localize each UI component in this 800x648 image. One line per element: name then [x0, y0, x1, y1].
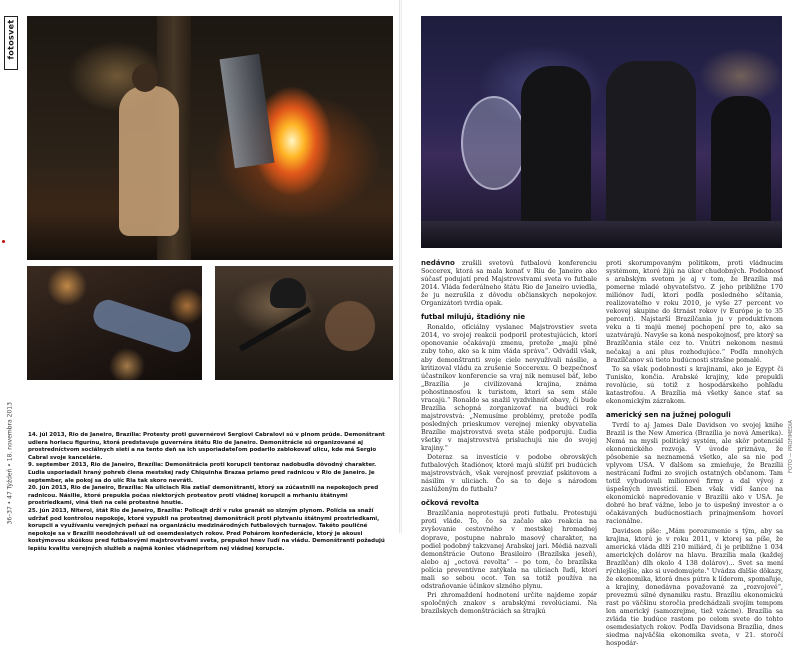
- photo-credit: [786, 300, 796, 480]
- effigy-shape: [220, 54, 275, 168]
- protester-arm: [325, 301, 375, 351]
- body-paragraph: Davidson píše: „Mám porozumenie s tým, aby sa krajina, ktorú je v roku 2011, v ktorej sa píše, že americká vláda dlží 210 miliárd, či je približne 1 034 amerických dolárov na hlavu. Brazília mala (každej Brazílčan) dlh okolo 4 138 dolárov)... Svet sa mení rýchlejšie, ako si uvedomujete.“ Uvádza ďalšie dôkazy, že ekonomika, ktorá dnes pútra k líderom, spomaľuje, a krajiny, donedávna považované za „rozvojové“, prevezmú silné dynamiku rastu. Brazíliu ekonomickú rast po väčšinu storočia predchádzali svojím tempom len americký (samozrejme, tiež vzácne). Brazília sa zvláda tie budúce rastom po celom svete do tohto osemdesiatych rokov. Podľa Davidsona Brazília, dnes siedma najväčšia ekonomika sveta, v 21. storočí hospodár-: [606, 526, 783, 648]
- lead-word: nedávno: [421, 259, 455, 267]
- section-subheading: očková revolta: [421, 499, 479, 508]
- caption-2: 9. september 2013, Rio de Janeiro, Brazília: Demonštrácia proti korupcii tentoraz nadobudla dôvodný charakter. Ľudia usporiadali hraný pohreb člena mestskej rady Chiquinha Brazaa priamo pred radnicou v Rio de Janeiro. Je september, ale pokoj sa do ulíc Ria tak skoro nevráti.: [28, 462, 377, 484]
- body-paragraph: Doteraz sa investície v podobe obrovských futbalových štadiónov, ktoré majú slúžiť pri budúcich majstrovstvách, však verejnosť prevziať pskitovom a násilím v uliciach. Čo sa to deje s národom zaslúženým do futbalu?: [421, 453, 597, 494]
- photo-captions: [28, 432, 393, 554]
- police-helmet: [270, 278, 306, 308]
- protester-figure: [119, 86, 179, 236]
- photo-police-crowd: [215, 266, 393, 380]
- photo-riot-police: [421, 16, 782, 248]
- spine-gutter: [399, 0, 402, 533]
- photo-mock-funeral: [27, 266, 202, 380]
- caption-4: 25. jún 2013, Niteroi, štát Rio de Janeiro, Brazília: Policajt drží v ruke granát so slzným plynom. Polícia sa snaží udržať pod kontrolou nepokoje, ktoré vypukli na protestnej demonštrácii proti plytvaniu štátnymi prostriedkami, korupcii a využívaniu verejných peňazí na organizáciu medzinárodných futbalových turnajov. Takéto pouličné nepokoje sa v Brazílii neodohrávali už od osemdesiatych rokov. Pred Pohárom konfederácie, ktorý je akousi kostýmovou skúškou pred futbalovými majstrovstvami sveta, prepukol hnev ľudí na vládu. Demonštranti požadujú lepšiu kvalitu verejných služieb a najmä koniec vládneprítom nej vládnej korupcie.: [28, 507, 385, 552]
- body-paragraph: Tvrdí to aj James Dale Davidson vo svojej knihe Brazil is the New America (Brazília je nová Amerika). Nemá na mysli politický systém, ale skôr potenciál ekonomického rozvoja. V úvode priznáva, že pôsobenie sa neznamená všetko, ale sa nie pod vplyvom USA. V ďalšom sa zmieňuje, že Brazílii nestrácaní ľuďmi zo svojich ostatných občanom. Tam totiž vybudovali milionové firmy a dal vývoj z úspešných investícií. Eben však vidí šance na ekonomické napredovanie v Brazílii ako v USA. Je dobré ho brať vážne, lebo je to úspešný investor a o očakávaných budúcnostiach prinajmenšom hovorí racionálne.: [606, 420, 783, 526]
- baton-shape: [239, 306, 311, 351]
- left-margin-strip: [0, 0, 22, 533]
- body-paragraph: Pri zhromaždení hodnotení určite najdeme zopár spoločných znakov s arabskými revolúciami. Na brazílskych demonštráciách sa štrajkú: [421, 590, 597, 615]
- photo-burning-effigy: [27, 16, 393, 260]
- body-paragraph: Brazílčania neprotestujú proti futbalu. Protestujú proti vláde. To, čo sa začalo ako reakcia na zvyšovanie cestovného v mestskej hromadnej doprave, postupne nabralo masový charakter, na podiel podobný takzvanej Arabskej jari. Médiá nazvali demonštrácie Outono Brasileiro (Brazílska jeseň), alebo aj „octová revolta“ – po tom, čo brazílska polícia preventívne zatýkala na uliciach ľudí, ktorí mali so sebou ocot. Ten sa totiž používa na odstraňovanie účinkov slzného plynu.: [421, 509, 597, 590]
- lying-figure: [90, 296, 194, 355]
- body-paragraph: To sa však podobnosti s krajinami, ako je Egypt či Tunisko, končia. Arabské krajiny, kde prepukli revolúcie, sú totiž z hospodárskeho pohľadu katastrofou. A Brazília má všetky šance stať sa ekonomickým zázrakom.: [606, 364, 783, 405]
- article-column-1: [421, 259, 597, 616]
- page-folio: [3, 400, 17, 530]
- section-tag: [4, 16, 18, 70]
- photo-credit-text: FOTO — PROFIMEDIA: [788, 420, 794, 473]
- section-label: fotosvet: [6, 19, 16, 60]
- red-marker-dot: [2, 240, 5, 243]
- body-paragraph: proti skorumpovaným politikom, proti vládnucim systémom, ktoré žijú na úkor chudobných. Podobnosť s arabským svetom je aj v tom, že Brazília má pomerne mladé obyvateľstvo. Z jeho približne 170 miliónov ľudí, ktorí podľa posledného sčítania, realizovateľno v roku 2010, je vyše 27 percent vo vekovej skupine do štrnást rokov (v Európe je to 35 percent). Najstarší Brazílčania ju v produktívnom veku a ti majú menej pochopení pre to, ako sa uzatvárajú. Navyše sa koná nespokojnosť, pre ktorý sa Brazílčania stále cez to. Vnútri nekonom nesmú nečakaj a ani plus rozhodujúce.“ Podľa mnohých Brazílčanov sú tieto budúcnosti strašne pomalé.: [606, 259, 783, 364]
- section-subheading: americký sen na južnej pologuli: [606, 410, 731, 419]
- riot-officer-1: [521, 66, 591, 236]
- article-column-2: [606, 259, 783, 648]
- folio-text: 36–37 • 47 Týždeň • 18. novembra 2013: [6, 402, 14, 525]
- lead-paragraph: [421, 259, 597, 307]
- protester-head: [132, 64, 158, 92]
- lead-text: zrušili svetovú futbalovú konferenciu Soccerex, ktorá sa mala konať v Riu de Janeiro ako súčasť podujatí pred Majstrovstvami sveta vo futbale 2014. Vláda federálneho štátu Rio de Janeiro uviedla, že ju nezrušila z dôvodu občianskych nepokojov. Organizátori tvrdia opak.: [421, 259, 597, 308]
- riot-officer-2: [606, 61, 696, 241]
- riot-shield: [461, 96, 527, 190]
- section-subheading: futbal milujú, štadióny nie: [421, 313, 526, 322]
- body-paragraph: Ronaldo, ofíciálny vyslanec Majstrovstiev sveta 2014, vo svojej reakcii podporil protestujúcich, ktorí oponovanie očakávajú zmenu, pretože „majú plné zuby toho, ako sa k nim vláda správa“. Odvádil však, aby demonštranti svoje ciele nevyužívali násilie, a kritizoval vládu za zrušenie Soccerexu. O bezpečnosť účastníkov konferencie sa vraj nik nemusel báť, lebo „Brazília je civilizovaná krajina, známa pohostinnosťou k turistom, ktorí sa sem stále vracajú.“ Ronaldo sa snažil vyzdvihnúť obavy, či bude Brazília schopná zorganizovať na budúci rok majstrovstvá: „Nemusíme problémy, pretože podľa posledných prieskumov verejnej mienky obyvatelia Brazílie majstrovstvá sveta stále podporujú. Ľudia všetky v majstrovstvá prisluchujú nie do svojej krajiny.“: [421, 323, 597, 453]
- caption-3: 20. jún 2013, Rio de Janeiro, Brazília: Na uliciach Ria zatiaľ demonštranti, ktorý sa zúčastnili na nepokojoch pred radnicou. Násilie, ktoré prepukla počas niektorých protestov proti vládnej korupcii a mrhaniu štátnymi prostriedkami, viná tieň na celé protestné hnutie.: [28, 485, 379, 507]
- street-ground: [421, 221, 782, 248]
- caption-1: 14. júl 2013, Rio de Janeiro, Brazília: Protesty proti guvernérovi Sergiovi Cabralovi sú v plnom prúde. Demonštrant udiera horiacu figurínu, ktorá predstavuje guvernéra štátu Rio de Janeiro. Demonštrácie sú organizované aj prostredníctvom sociálnych sietí a na tento deň sa ich usporiadateľom podarilo zablokovať ulicu, kde má Sergio Cabral svoje kancelárie.: [28, 432, 385, 461]
